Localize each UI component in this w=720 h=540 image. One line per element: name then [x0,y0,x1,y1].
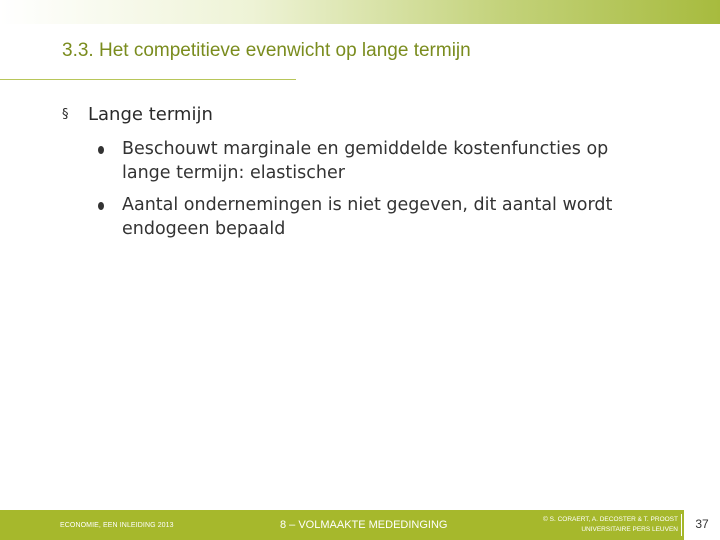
sub-bullet-text: Beschouwt marginale en gemiddelde kostenfuncties op lange termijn: elastischer [122,139,609,183]
sub-bullet-list [98,137,638,249]
top-gradient-band [0,0,720,24]
sub-bullet-text: Aantal ondernemingen is niet gegeven, dit aantal wordt endogeen bepaald [122,195,613,239]
footer-copyright-publisher: UNIVERSITAIRE PERS LEUVEN [581,526,678,533]
sub-bullet-item [98,193,638,241]
footer-copyright-authors: © S. CORAERT, A. DECOSTER & T. PROOST [543,516,678,523]
sub-bullet-item [98,137,638,185]
footer-chapter-title: 8 – VOLMAAKTE MEDEDINGING [280,519,448,531]
main-bullet [62,104,213,125]
bullet-dot-icon [98,202,104,210]
title-underline [0,79,296,80]
page-number-box [684,510,720,540]
slide-title: 3.3. Het competitieve evenwicht op lange termijn [62,40,471,61]
footer-divider [681,514,682,536]
footer-copyright [543,515,678,535]
footer-bar [0,510,720,540]
main-bullet-text: Lange termijn [88,104,213,125]
footer-course-title: ECONOMIE, EEN INLEIDING 2013 [60,522,174,529]
page-number: 37 [695,517,709,531]
bullet-dot-icon [98,146,104,154]
section-marker-icon: § [62,107,69,122]
